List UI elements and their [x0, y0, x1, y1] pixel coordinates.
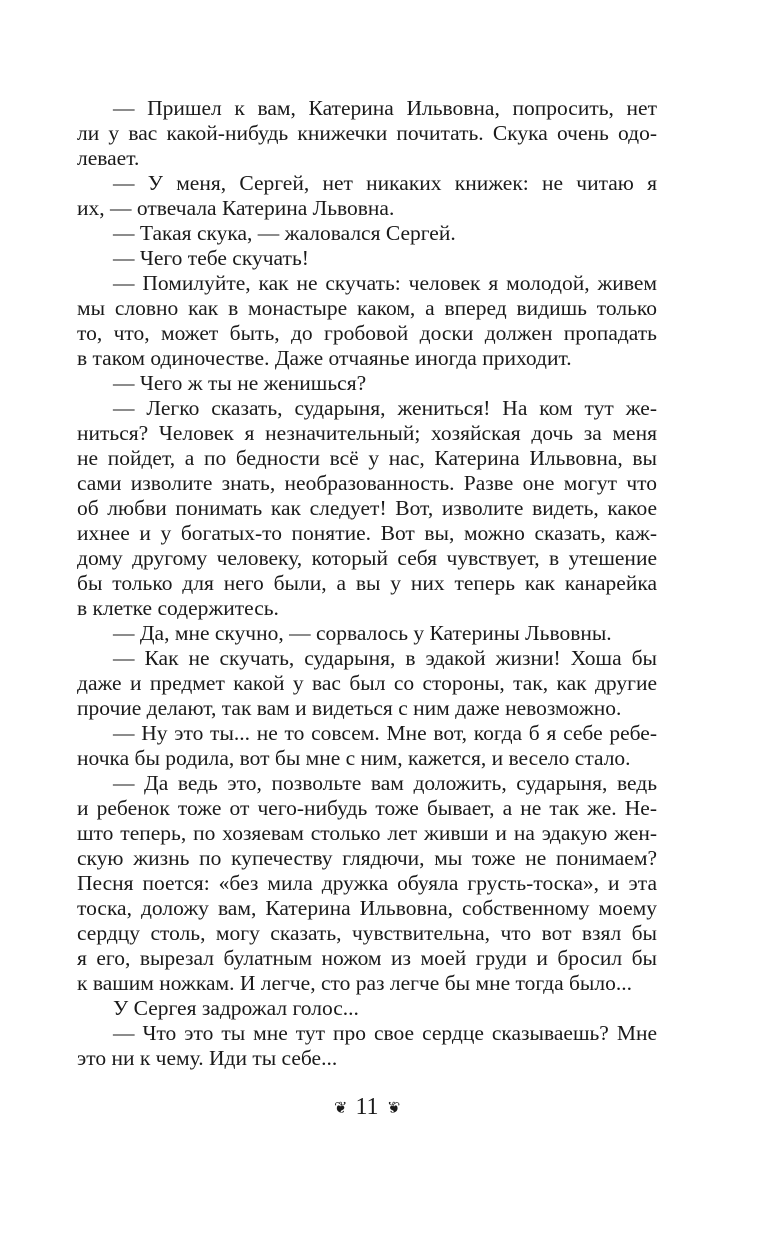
text-line: в клетке содержитесь. — [77, 596, 279, 620]
text-line: об любви понимать как следует! Вот, изволите видеть, какое — [77, 496, 657, 520]
text-line: даже и предмет какой у вас был со стороны, так, как другие — [77, 671, 657, 695]
text-line: ночка бы родила, вот бы мне с ним, кажется, и весело стало. — [77, 746, 631, 770]
page-body-text — [77, 96, 657, 1071]
text-line: ниться? Человек я незначительный; хозяйская дочь за меня — [77, 421, 657, 445]
text-line: — Легко сказать, сударыня, жениться! На ком тут же- — [113, 396, 657, 420]
text-line: У Сергея задрожал голос... — [113, 996, 359, 1020]
text-line: — Чего ж ты не женишься? — [113, 371, 367, 395]
text-line: левает. — [77, 146, 140, 170]
text-line: што теперь, по хозяевам столько лет живши и на эдакую жен- — [77, 821, 657, 845]
text-line: Песня поется: «без мила дружка обуяла грусть-тоска», и эта — [77, 871, 657, 895]
text-line: это ни к чему. Иди ты себе... — [77, 1046, 338, 1070]
text-line: — Да, мне скучно, — сорвалось у Катерины Львовны. — [113, 621, 612, 645]
page-footer — [0, 1094, 734, 1121]
text-line: — Да ведь это, позвольте вам доложить, сударыня, ведь — [113, 771, 657, 795]
page-number: 11 — [355, 1094, 379, 1120]
text-line: прочие делают, так вам и видеться с ним даже невозможно. — [77, 696, 622, 720]
text-line: к вашим ножкам. И легче, сто раз легче бы мне тогда было... — [77, 971, 632, 995]
text-line: сами изволите знать, необразованность. Разве оне могут что — [77, 471, 657, 495]
text-line: — Помилуйте, как не скучать: человек я молодой, живем — [113, 271, 657, 295]
text-line: — Как не скучать, сударыня, в эдакой жизни! Хоша бы — [113, 646, 657, 670]
text-line: в таком одиночестве. Даже отчаянье иногда приходит. — [77, 346, 572, 370]
text-line: — Такая скука, — жаловался Сергей. — [113, 221, 456, 245]
text-line: бы только для него были, а вы у них теперь как канарейка — [77, 571, 657, 595]
text-line: — Чего тебе скучать! — [113, 246, 309, 270]
text-line: не пойдет, а по бедности всё у нас, Катерина Ильвовна, вы — [77, 446, 657, 470]
text-line: их, — отвечала Катерина Львовна. — [77, 196, 395, 220]
text-line: — Ну это ты... не то совсем. Мне вот, когда б я себе ребе- — [113, 721, 657, 745]
text-line: тоска, доложу вам, Катерина Ильвовна, собственному моему — [77, 896, 657, 920]
fleuron-left-icon: ❦ — [334, 1100, 348, 1118]
text-line: мы словно как в монастыре каком, а вперед видишь только — [77, 296, 657, 320]
text-line: я его, вырезал булатным ножом из моей груди и бросил бы — [77, 946, 657, 970]
fleuron-right-icon: ❦ — [386, 1100, 400, 1118]
text-line: — У меня, Сергей, нет никаких книжек: не читаю я — [113, 171, 657, 195]
text-line: дому другому человеку, который себя чувствует, в утешение — [77, 546, 657, 570]
text-line: — Что это ты мне тут про свое сердце сказываешь? Мне — [113, 1021, 657, 1045]
text-line: сердцу столь, могу сказать, чувствительна, что вот взял бы — [77, 921, 657, 945]
text-line: то, что, может быть, до гробовой доски должен пропадать — [77, 321, 657, 345]
text-line: ли у вас какой-нибудь книжечки почитать. Скука очень одо- — [77, 121, 657, 145]
text-line: ихнее и у богатых-то понятие. Вот вы, можно сказать, каж- — [77, 521, 657, 545]
text-line: и ребенок тоже от чего-нибудь тоже бывает, а не так же. Не- — [77, 796, 657, 820]
text-line: — Пришел к вам, Катерина Ильвовна, попросить, нет — [113, 96, 657, 120]
text-line: скую жизнь по купечеству глядючи, мы тоже не понимаем? — [77, 846, 657, 870]
